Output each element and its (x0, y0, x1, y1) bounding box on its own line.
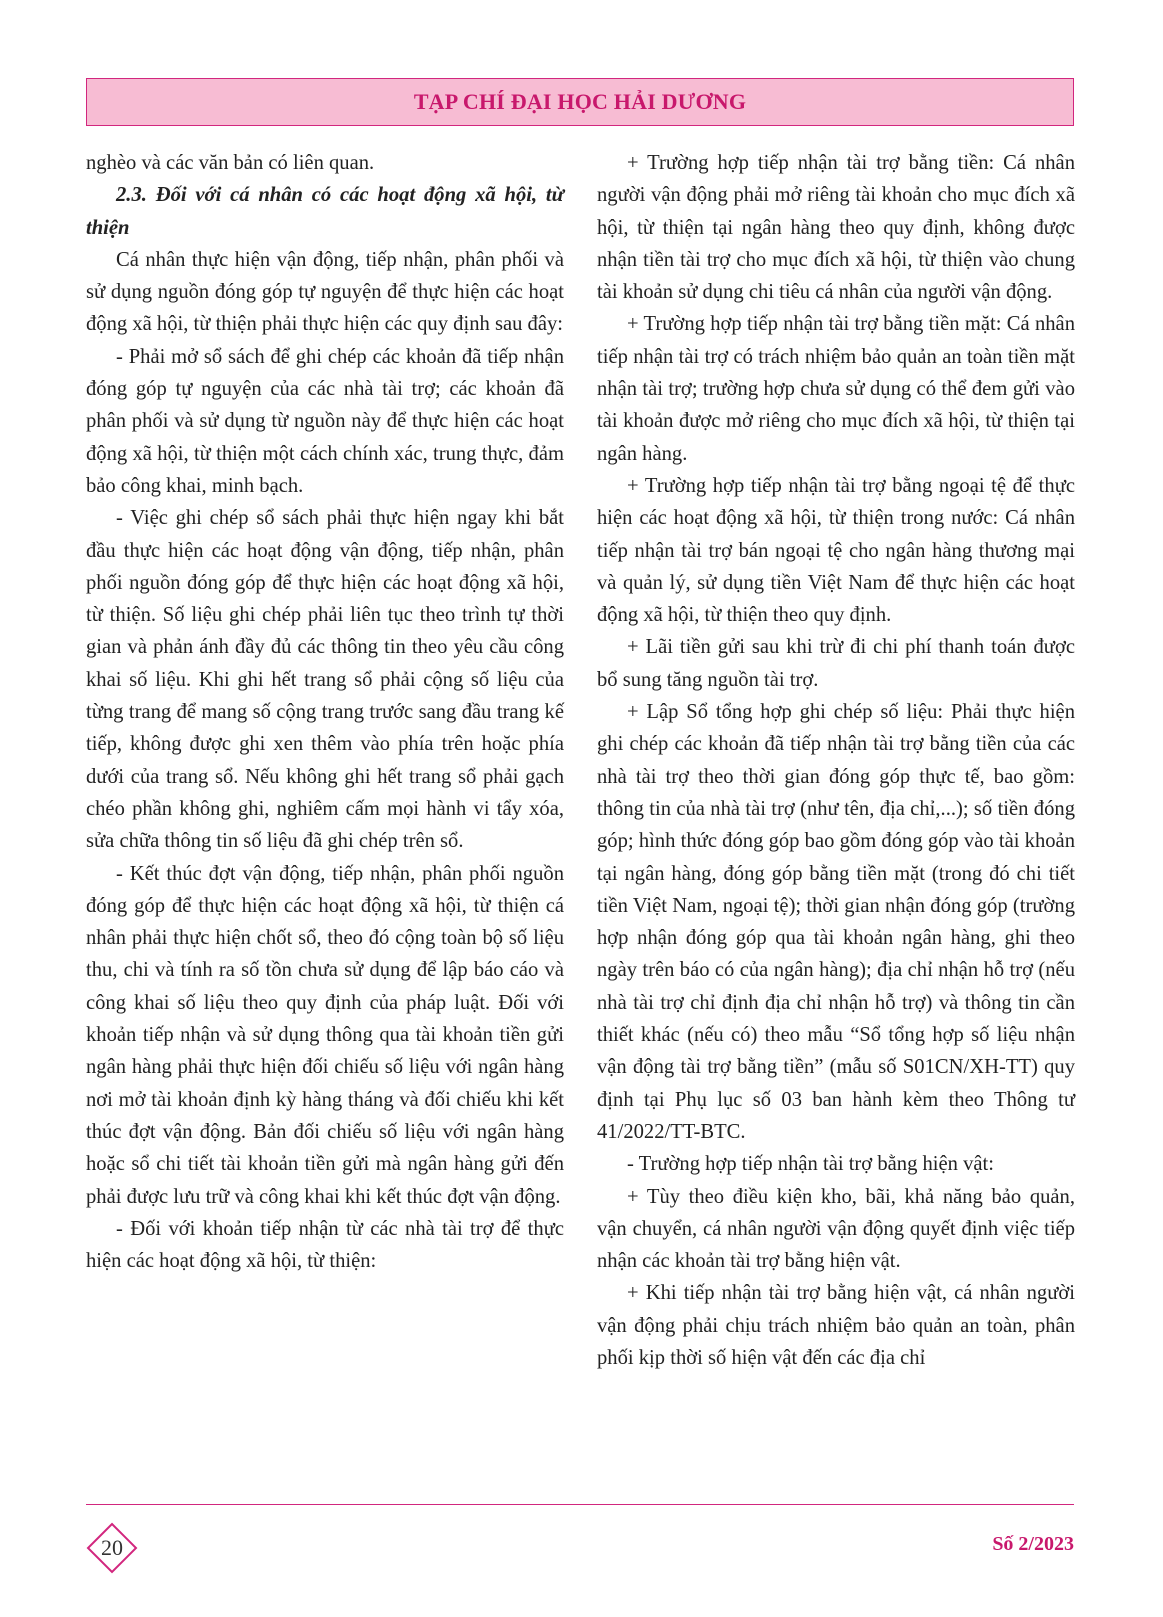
paragraph: - Phải mở sổ sách để ghi chép các khoản đã tiếp nhận đóng góp tự nguyện của các nhà tài trợ; các khoản đã phân phối và sử dụng từ nguồn này để thực hiện các hoạt động xã hội, từ thiện một cách chính xác, trung thực, đảm bảo công khai, minh bạch. (86, 345, 564, 497)
paragraph: - Kết thúc đợt vận động, tiếp nhận, phân phối nguồn đóng góp để thực hiện các hoạt động xã hội, từ thiện cá nhân phải thực hiện chốt sổ, theo đó cộng toàn bộ số liệu thu, chi và tính ra số tồn chưa sử dụng để lập báo cáo và công khai số liệu theo quy định của pháp luật. Đối với khoản tiếp nhận và sử dụng thông qua tài khoản tiền gửi ngân hàng phải thực hiện đối chiếu số liệu với ngân hàng nơi mở tài khoản định kỳ hàng tháng và đối chiếu khi kết thúc đợt vận động. Bản đối chiếu số liệu với ngân hàng hoặc sổ chi tiết tài khoản tiền gửi mà ngân hàng gửi đến phải được lưu trữ và công khai khi kết thúc đợt vận động. (86, 862, 564, 1208)
paragraph: + Trường hợp tiếp nhận tài trợ bằng tiền mặt: Cá nhân tiếp nhận tài trợ có trách nhiệm bảo quản an toàn tiền mặt nhận tài trợ; trường hợp chưa sử dụng có thể đem gửi vào tài khoản được mở riêng cho mục đích xã hội, từ thiện tại ngân hàng. (597, 313, 1075, 465)
issue-number: Số 2/2023 (992, 1533, 1074, 1555)
paragraph: + Tùy theo điều kiện kho, bãi, khả năng bảo quản, vận chuyển, cá nhân người vận động quyết định việc tiếp nhận các khoản tài trợ bằng hiện vật. (597, 1185, 1075, 1273)
journal-header-banner (86, 78, 1074, 126)
footer-divider (86, 1504, 1074, 1505)
paragraph: - Trường hợp tiếp nhận tài trợ bằng hiện vật: (627, 1153, 994, 1176)
paragraph: Cá nhân thực hiện vận động, tiếp nhận, phân phối và sử dụng nguồn đóng góp tự nguyện để thực hiện các hoạt động xã hội, từ thiện phải thực hiện các quy định sau đây: (86, 248, 564, 336)
page-number-badge (86, 1522, 138, 1574)
paragraph: - Đối với khoản tiếp nhận từ các nhà tài trợ để thực hiện các hoạt động xã hội, từ thiện: (86, 1217, 564, 1273)
paragraph: + Trường hợp tiếp nhận tài trợ bằng ngoại tệ để thực hiện các hoạt động xã hội, từ thiện trong nước: Cá nhân tiếp nhận tài trợ bán ngoại tệ cho ngân hàng thương mại và quản lý, sử dụng tiền Việt Nam để thực hiện các hoạt động xã hội, từ thiện theo quy định. (597, 474, 1075, 627)
paragraph: + Lập Sổ tổng hợp ghi chép số liệu: Phải thực hiện ghi chép các khoản đã tiếp nhận tài trợ bằng tiền của các nhà tài trợ theo thời gian đóng góp thực tế, bao gồm: thông tin của nhà tài trợ (như tên, địa chỉ,...); số tiền đóng góp; hình thức đóng góp bao gồm đóng góp vào tài khoản tại ngân hàng, đóng góp bằng tiền mặt (trong đó chi tiết tiền Việt Nam, ngoại tệ); thời gian nhận đóng góp (trường hợp nhận đóng góp qua tài khoản ngân hàng, ghi theo ngày trên báo có của ngân hàng); địa chỉ nhận hỗ trợ (nếu nhà tài trợ chỉ định địa chỉ nhận hỗ trợ) và thông tin cần thiết khác (nếu có) theo mẫu “Sổ tổng hợp số liệu nhận vận động tài trợ bằng tiền” (mẫu số S01CN/XH-TT) quy định tại Phụ lục số 03 ban hành kèm theo Thông tư 41/2022/TT-BTC. (597, 701, 1075, 1143)
journal-title: TẠP CHÍ ĐẠI HỌC HẢI DƯƠNG (413, 89, 747, 114)
left-column (86, 147, 564, 1277)
right-column (597, 147, 1075, 1374)
paragraph: + Trường hợp tiếp nhận tài trợ bằng tiền: Cá nhân người vận động phải mở riêng tài khoản cho mục đích xã hội, từ thiện tại ngân hàng theo quy định, không được nhận tiền tài trợ cho mục đích xã hội, từ thiện vào chung tài khoản sử dụng chi tiêu cá nhân của người vận động. (597, 152, 1075, 304)
paragraph: nghèo và các văn bản có liên quan. (86, 152, 375, 174)
paragraph: + Lãi tiền gửi sau khi trừ đi chi phí thanh toán được bổ sung tăng nguồn tài trợ. (597, 636, 1075, 691)
page-number: 20 (101, 1535, 123, 1560)
section-heading: 2.3. Đối với cá nhân có các hoạt động xã hội, từ thiện (86, 184, 564, 239)
paragraph: + Khi tiếp nhận tài trợ bằng hiện vật, cá nhân người vận động phải chịu trách nhiệm bảo quản an toàn, phân phối kịp thời số hiện vật đến các địa chỉ (597, 1282, 1075, 1369)
paragraph: - Việc ghi chép sổ sách phải thực hiện ngay khi bắt đầu thực hiện các hoạt động vận động, tiếp nhận, phân phối nguồn đóng góp để thực hiện các hoạt động xã hội, từ thiện. Số liệu ghi chép phải liên tục theo trình tự thời gian và phản ánh đầy đủ các thông tin theo yêu cầu công khai số liệu. Khi ghi hết trang sổ phải cộng số liệu của từng trang để mang số cộng trang trước sang đầu trang kế tiếp, không được ghi xen thêm vào phía trên hoặc phía dưới của trang sổ. Nếu không ghi hết trang sổ phải gạch chéo phần không ghi, nghiêm cấm mọi hành vi tẩy xóa, sửa chữa thông tin số liệu đã ghi chép trên sổ. (86, 507, 564, 853)
